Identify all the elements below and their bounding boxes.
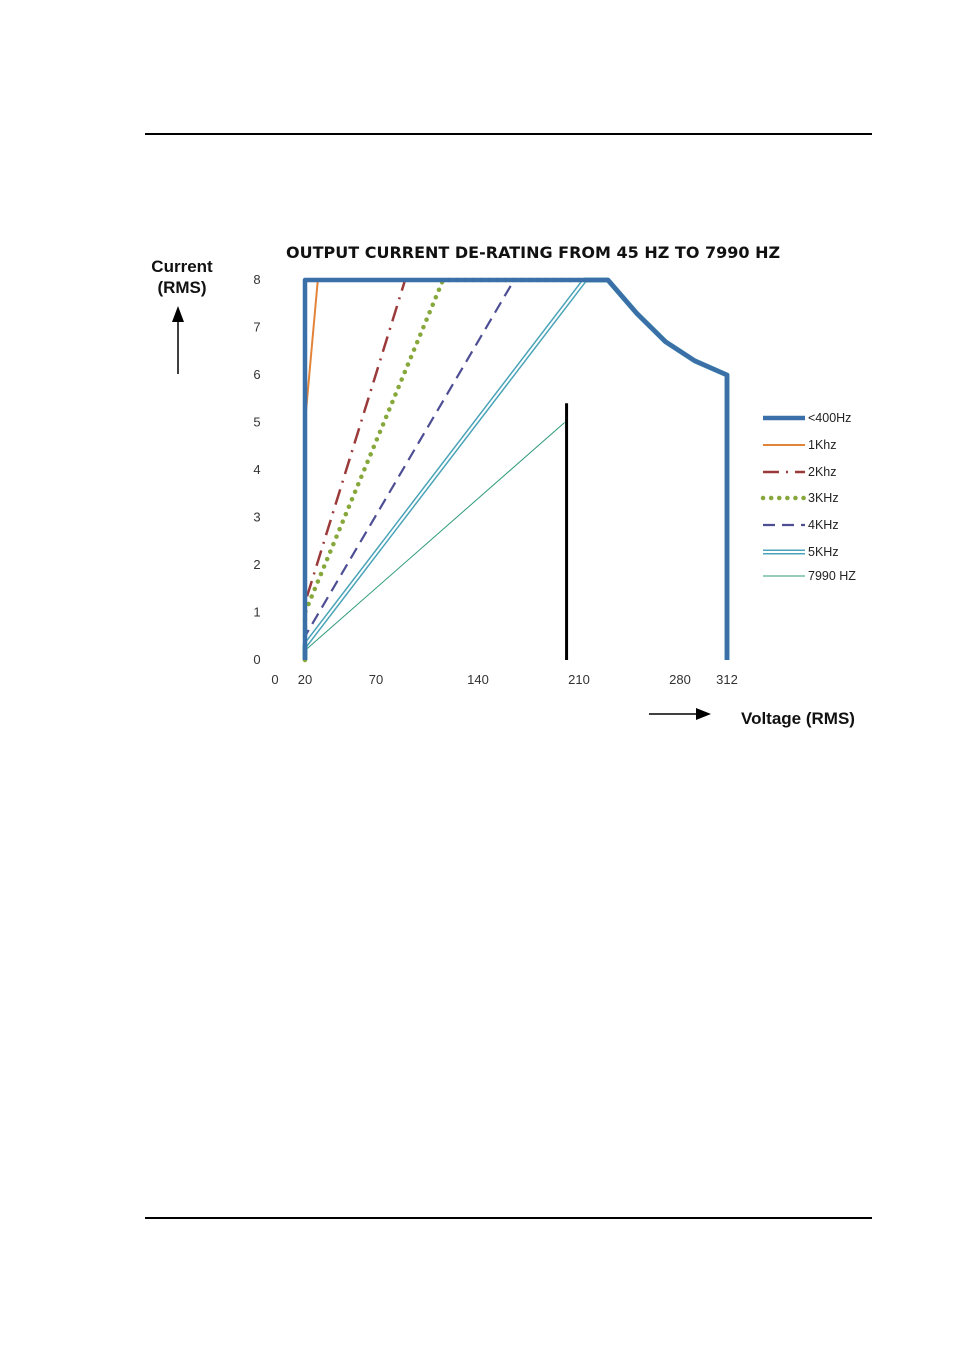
x-tick-label: 140 xyxy=(467,672,489,687)
legend-entry-label: 4KHz xyxy=(808,518,839,532)
y-axis-label-line1: Current xyxy=(151,257,213,276)
x-tick-label: 210 xyxy=(568,672,590,687)
x-tick-label: 70 xyxy=(368,672,384,687)
x-tick-label: 20 xyxy=(297,672,313,687)
y-tick-label: 1 xyxy=(253,604,261,620)
legend-entry-label: 7990 HZ xyxy=(808,569,856,583)
legend-entry-label: 5KHz xyxy=(808,545,839,559)
y-axis-arrow xyxy=(172,306,184,374)
series-layer xyxy=(305,280,727,660)
x-tick-label: 280 xyxy=(669,672,691,687)
x-tick-label: 312 xyxy=(716,672,738,687)
series-line-7990-hz xyxy=(305,423,565,651)
y-tick-labels xyxy=(253,272,260,667)
x-axis-label: Voltage (RMS) xyxy=(741,709,855,728)
legend-entry-label: <400Hz xyxy=(808,411,852,425)
legend xyxy=(763,411,856,583)
chart-title: OUTPUT CURRENT DE-RATING FROM 45 HZ TO 7990 HZ xyxy=(286,243,781,262)
y-axis-label-line2: (RMS) xyxy=(157,278,207,297)
y-tick-label: 4 xyxy=(253,462,261,477)
y-tick-label: 2 xyxy=(253,557,261,572)
series-line-400hz xyxy=(305,280,727,660)
x-tick-labels xyxy=(271,672,737,687)
legend-entry-label: 1Khz xyxy=(808,438,837,452)
y-tick-label: 0 xyxy=(253,652,261,667)
y-tick-label: 6 xyxy=(253,367,261,382)
legend-entry-label: 2Khz xyxy=(808,465,837,479)
x-axis-arrow xyxy=(649,708,711,720)
legend-entry-label: 3KHz xyxy=(808,491,839,505)
y-tick-label: 5 xyxy=(253,414,261,430)
x-tick-label: 0 xyxy=(271,672,279,687)
y-tick-label: 7 xyxy=(253,319,261,335)
y-tick-label: 3 xyxy=(253,509,261,525)
y-tick-label: 8 xyxy=(253,272,261,287)
